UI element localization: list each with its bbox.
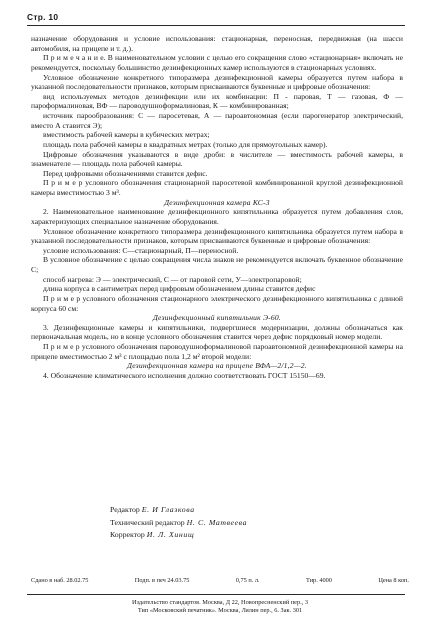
credit-corrector-name: И. Л. Хинищ [146,530,195,540]
example-caption-2: Дезинфекционный кипятильник Э-60. [152,313,282,323]
imprint-sent: Сдано в наб. 28.02.75 [31,577,89,584]
example-paragraph-1: П р и м е р условного обозначения стационарной паросетевой комбинированной круглой дезинфекционной камеры вместимостью 3 м³. [31,178,403,197]
credit-editor-name: Е. И Глазкова [141,505,195,514]
footer-rule [27,594,405,595]
footer-printer: Тип «Московский печатник». Москва, Лялин пер., 6. Зак. 301 [137,607,303,614]
credit-editor [110,504,350,517]
page-number: Стр. 10 [27,12,59,22]
paragraph-chamber-designation: Условное обозначение конкретного типоразмера дезинфекционной камеры образуется путем набора в указанной последовательности признаков, которым присваиваются буквенные и цифровые обозначения: [31,72,403,92]
credit-tech-editor-label: Технический редактор [110,517,185,527]
header-rule [27,25,405,26]
editorial-credits [110,504,350,542]
imprint-line [31,577,409,584]
paragraph-purpose: назначение оборудования и условие использования: стационарная, переносная, передвижная (на шасси автомобиля, на прицепе и т. д.). [31,34,403,53]
paragraph-boiler-designation: Условное обозначение конкретного типоразмера дезинфекционного кипятильника образуется путем набора в указанной последовательности признаков, которым присваиваются буквенные и цифровые обозначения: [31,226,403,246]
example-paragraph-3: П р и м е р условного обозначения пароводушноформалиновой пароавтономной дезинфекционной камеры на прицепе вместимостью 2 м³ с площадью пола 1,2 м² второй модели: [31,342,403,361]
imprint-sheets: 0,75 п. л. [235,577,260,584]
list-item-capacity: вместимость рабочей камеры в кубических метрах; [43,130,210,140]
paragraph-modernization: 3. Дезинфекционные камеры и кипятильники, подвергшиеся модернизации, должны обозначаться как первоначальная модель, но в конце условного обозначения ставится через дефис порядковый номер модели. [31,322,403,342]
example-caption-3: Дезинфекционная камера на прицепе ВФА—2/1,2—2. [127,361,307,371]
example-caption-1: Дезинфекционная камера КС-3 [164,197,270,207]
list-item-steam-source: источник парообразования: С — паросетевая, А — пароавтономная (если парогенератор электрический, вместо А ставится Э); [31,111,403,130]
credit-corrector-label: Корректор [110,530,145,540]
paragraph-fraction: Цифровые обозначения указываются в виде дроби: в числителе — вместимость рабочей камеры, в знаменателе — площадь пола рабочей камеры. [31,149,403,169]
credit-corrector [110,529,350,542]
credit-tech-editor [110,517,350,530]
footer-publisher: Издательство стандартов. Москва, Д 22, Новопресненский пер., 3 [132,599,308,606]
list-item-heating: способ нагрева: Э — электрический, С — от паровой сети, У—электропаровой; [43,274,302,284]
credit-tech-editor-name: Н. С. Матвеева [186,517,248,527]
imprint-price: Цена 8 коп. [378,577,409,584]
paragraph-hyphen: Перед цифровыми обозначениями ставится дефис. [43,168,208,178]
imprint-print-run: Тир. 4000 [306,577,332,584]
note-paragraph: П р и м е ч а н и е. В наименовательном условии с целью его сокращения слово «стационарная» включать не рекомендуется, поскольку большинство дезинфекционных камер используются в стационарных условиях. [31,53,403,72]
publisher-footer [31,599,409,615]
paragraph-climate: 4. Обозначение климатического исполнения должно соответствовать ГОСТ 15150—69. [43,370,326,380]
list-item-method: вид используемых методов дезинфекции или их комбинации: П - паровая, Т — газовая, Ф — пароформалиновая, ВФ — пароводушноформалиновая, К — комбинированная; [31,91,403,111]
list-item-usage: условие использования: С—стационарный, П—переносной. [43,245,239,255]
paragraph-abbreviation: В условное обозначение с целью сокращения числа знаков не рекомендуется включать буквенное обозначение С; [31,255,403,274]
credit-editor-label: Редактор [110,505,140,514]
example-paragraph-2: П р и м е р условного обозначения стационарного электрического дезинфекционного кипятильника с длиной корпуса 60 см: [31,293,403,313]
imprint-signed: Подп. в печ 24.03.75 [134,577,190,584]
list-item-floor-area: площадь пола рабочей камеры в квадратных метрах (только для прямоугольных камер). [43,139,328,149]
paragraph-boiler-name: 2. Наименовательное наименование дезинфекционного кипятильника образуется путем добавления слов, характеризующих специальное назначение оборудования. [31,207,403,226]
list-item-length: длина корпуса в сантиметрах перед цифровым обозначением длины ставится дефис [43,284,316,294]
document-body [31,34,403,381]
